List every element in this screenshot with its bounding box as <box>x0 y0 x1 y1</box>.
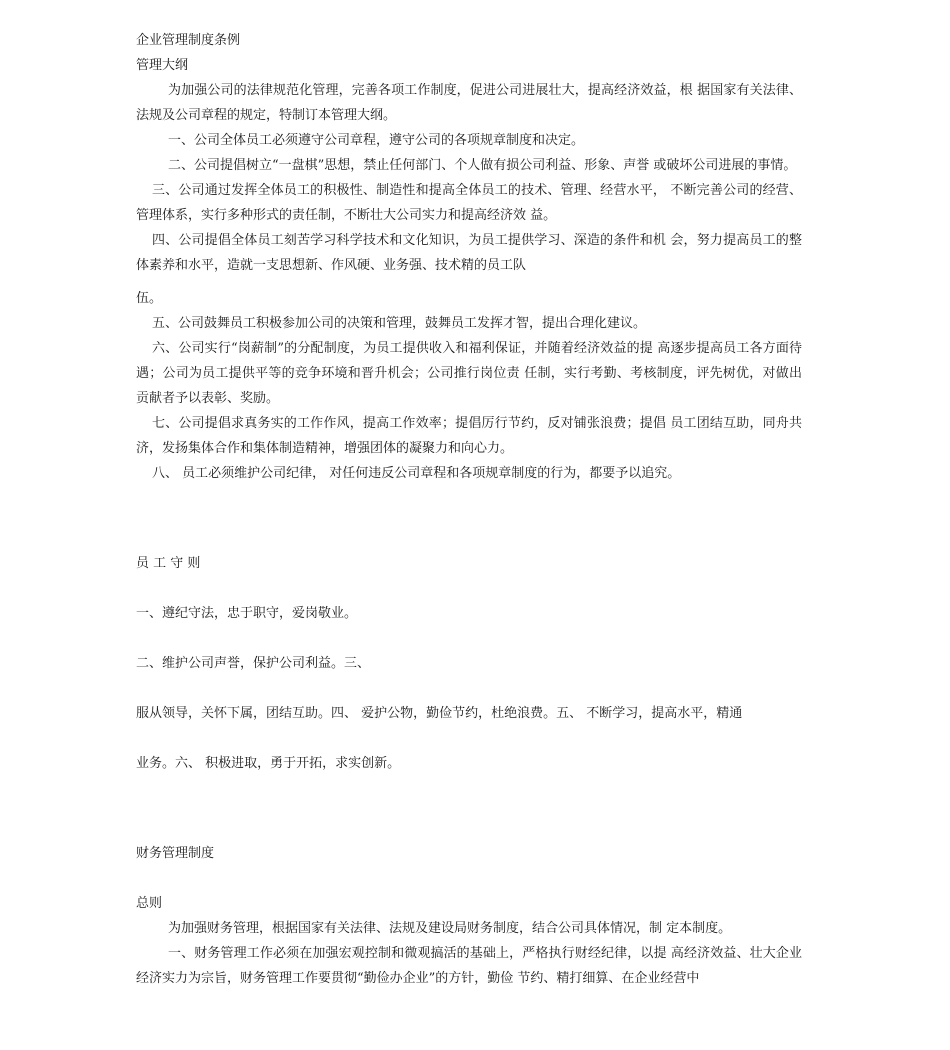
outline-item-3: 三、公司通过发挥全体员工的积极性、制造性和提高全体员工的技术、管理、经营水平， 不断完善公司的经营、管理体系，实行多种形式的责任制，不断壮大公司实力和提高经济效 益。 <box>136 183 802 223</box>
outline-item-4: 四、公司提倡全体员工刻苦学习科学技术和文化知识，为员工提供学习、深造的条件和机 会，努力提高员工的整体素养和水平，造就一支思想新、作风硬、业务强、技术精的员工队 <box>136 233 802 273</box>
employee-rule-line: 一、遵纪守法，忠于职守，爱岗敬业。 <box>136 606 358 621</box>
spacer <box>136 486 802 551</box>
finance-section <box>136 841 802 991</box>
finance-item-1: 一、财务管理工作必须在加强宏观控制和微观搞活的基础上，严格执行财经纪律，以提 高经济效益、壮大企业经济实力为宗旨，财务管理工作要贯彻“勤俭办企业”的方针，勤俭 节约、精打细算、在企业经营中 <box>136 946 802 986</box>
finance-subheading: 总则 <box>136 896 163 911</box>
spacer <box>136 278 802 286</box>
outline-item-8: 八、 员工必须维护公司纪律， 对任何违反公司章程和各项规章制度的行为，都要予以追究。 <box>152 466 681 481</box>
outline-item-7: 七、公司提倡求真务实的工作作风，提高工作效率；提倡厉行节约，反对铺张浪费；提倡 员工团结互助，同舟共济，发扬集体合作和集体制造精神，增强团体的凝聚力和向心力。 <box>136 416 802 456</box>
document-page <box>136 28 802 991</box>
outline-heading: 管理大纲 <box>136 58 189 73</box>
outline-item-2: 二、公司提倡树立“一盘棋”思想，禁止任何部门、个人做有损公司利益、形象、声誉 或破坏公司进展的事情。 <box>168 158 797 173</box>
spacer <box>136 776 802 841</box>
document-title: 企业管理制度条例 <box>136 33 241 48</box>
outline-item-4-continued: 伍。 <box>136 291 163 306</box>
employee-rule-line: 二、维护公司声誉，保护公司利益。三、 <box>136 656 371 671</box>
employee-rules-heading: 员 工 守 则 <box>136 556 201 571</box>
outline-item-6: 六、公司实行“岗薪制”的分配制度，为员工提供收入和福利保证，并随着经济效益的提 高逐步提高员工各方面待遇；公司为员工提供平等的竞争环境和晋升机会；公司推行岗位责 任制，实行考勤、考核制度，评先树优，对做出贡献者予以表彰、奖励。 <box>136 341 802 406</box>
outline-item-5: 五、公司鼓舞员工积极参加公司的决策和管理，鼓舞员工发挥才智，提出合理化建议。 <box>152 316 647 331</box>
employee-rule-line: 业务。六、 积极进取，勇于开拓，求实创新。 <box>136 756 401 771</box>
outline-item-1: 一、公司全体员工必须遵守公司章程，遵守公司的各项规章制度和决定。 <box>168 133 585 148</box>
outline-intro: 为加强公司的法律规范化管理，完善各项工作制度，促进公司进展壮大，提高经济效益，根 据国家有关法律、法规及公司章程的规定，特制订本管理大纲。 <box>136 83 802 123</box>
employee-rules-section <box>136 551 802 776</box>
finance-intro: 为加强财务管理，根据国家有关法律、法规及建设局财务制度，结合公司具体情况，制 定本制度。 <box>168 921 732 936</box>
finance-heading: 财务管理制度 <box>136 846 215 861</box>
employee-rule-line: 服从领导，关怀下属，团结互助。四、 爱护公物，勤俭节约，杜绝浪费。五、 不断学习，提高水平，精通 <box>136 706 743 721</box>
